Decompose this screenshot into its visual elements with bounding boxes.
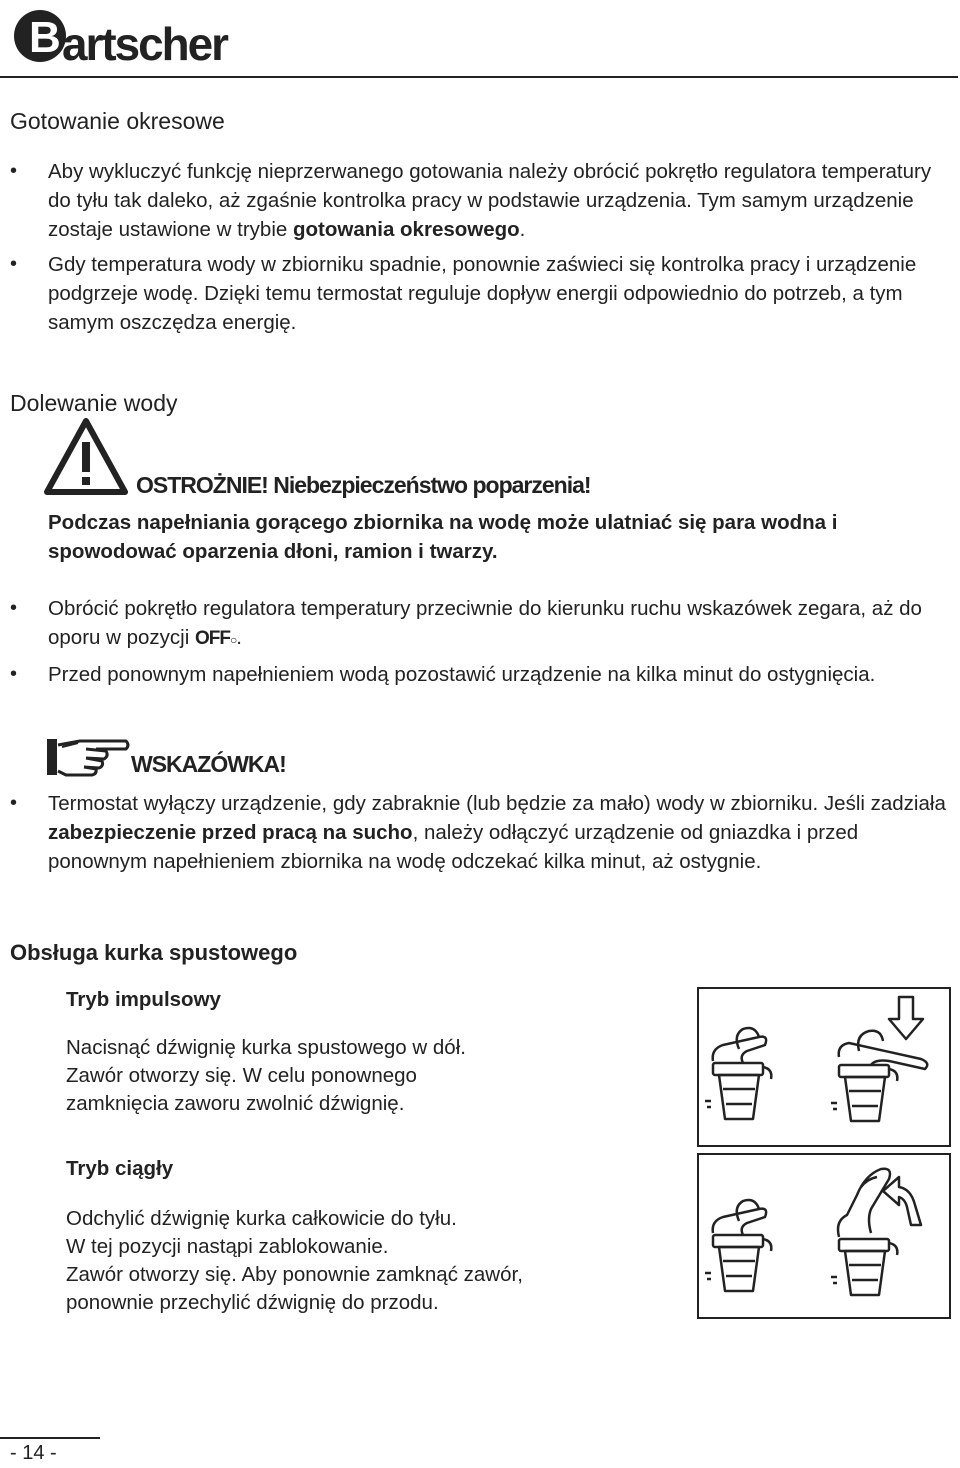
svg-text:artscher: artscher <box>62 18 230 70</box>
brand-logo <box>10 2 230 72</box>
list-item-text: Przed ponownym napełnieniem wodą pozostawić urządzenie na kilka minut do ostygnięcia. <box>48 663 876 686</box>
header-rule <box>0 76 958 78</box>
mode-text-line: ponownie przechylić dźwignię do przodu. <box>66 1291 439 1314</box>
list-item <box>10 660 955 720</box>
list-item-text: Aby wykluczyć funkcję nieprzerwanego gotowania należy obrócić pokrętło regulatora temperatury do tyłu tak daleko, aż zgaśnie kontrolka pracy w podstawie urządzenia. Tym samym urządzenie zostaje ustawione w trybie gotowania okresowego. <box>48 160 932 241</box>
list-item-text: Termostat wyłączy urządzenie, gdy zabraknie (lub będzie za mało) wody w zbiorniku. Jeśli zadziała zabezpieczenie przed pracą na sucho, należy odłączyć urządzenie od gniazdka i przed ponownym napełnieniem zbiornika na wodę odczekać kilka minut, aż ostygnie. <box>48 792 946 873</box>
warning-text: Podczas napełniania gorącego zbiornika na wodę może ulatniać się para wodna i spowodować oparzenia dłoni, ramion i twarzy. <box>48 511 838 563</box>
hint-title: WSKAZÓWKA! <box>131 751 286 777</box>
mode-title-continuous: Tryb ciągły <box>66 1157 174 1180</box>
list-item <box>10 157 955 247</box>
off-symbol-icon: OFF○ <box>194 628 237 649</box>
pointing-hand-icon <box>46 737 130 779</box>
mode-title-impulse: Tryb impulsowy <box>66 988 221 1011</box>
section-heading-drain-tap: Obsługa kurka spustowego <box>10 940 298 965</box>
section-heading-periodic-cooking: Gotowanie okresowe <box>10 108 225 134</box>
list-item <box>10 789 955 907</box>
mode-text-line: Zawór otworzy się. Aby ponownie zamknąć zawór, <box>66 1263 523 1286</box>
svg-text:B: B <box>29 13 61 62</box>
mode-text-line: zamknięcia zaworu zwolnić dźwignię. <box>66 1092 405 1115</box>
list-item <box>10 250 955 340</box>
mode-text-line: W tej pozycji nastąpi zablokowanie. <box>66 1235 389 1258</box>
section-heading-refill: Dolewanie wody <box>10 390 178 416</box>
list-item-text: Obrócić pokrętło regulatora temperatury przeciwnie do kierunku ruchu wskazówek zegara, aż do oporu w pozycji OFF○. <box>48 597 922 649</box>
page-number: - 14 - <box>10 1442 57 1464</box>
mode-text-line: Zawór otworzy się. W celu ponownego <box>66 1064 417 1087</box>
list-item <box>10 594 955 654</box>
tap-continuous-illustration <box>697 1153 951 1319</box>
warning-triangle-icon <box>44 418 128 496</box>
bullet-icon: • <box>10 253 18 275</box>
tap-impulse-illustration <box>697 987 951 1147</box>
warning-title: OSTROŻNIE! Niebezpieczeństwo poparzenia! <box>136 472 591 498</box>
list-item-text: Gdy temperatura wody w zbiorniku spadnie, ponownie zaświeci się kontrolka pracy i urządzenie podgrzeje wodę. Dzięki temu termostat reguluje dopływ energii odpowiednio do potrzeb, a tym samym oszczędza energię. <box>48 253 917 334</box>
footer-rule <box>0 1437 100 1439</box>
bullet-icon: • <box>10 663 18 685</box>
mode-text-line: Odchylić dźwignię kurka całkowicie do tyłu. <box>66 1207 457 1230</box>
bullet-icon: • <box>10 597 18 619</box>
bullet-icon: • <box>10 792 18 814</box>
bullet-icon: • <box>10 160 18 182</box>
mode-text-line: Nacisnąć dźwignię kurka spustowego w dół. <box>66 1036 466 1059</box>
